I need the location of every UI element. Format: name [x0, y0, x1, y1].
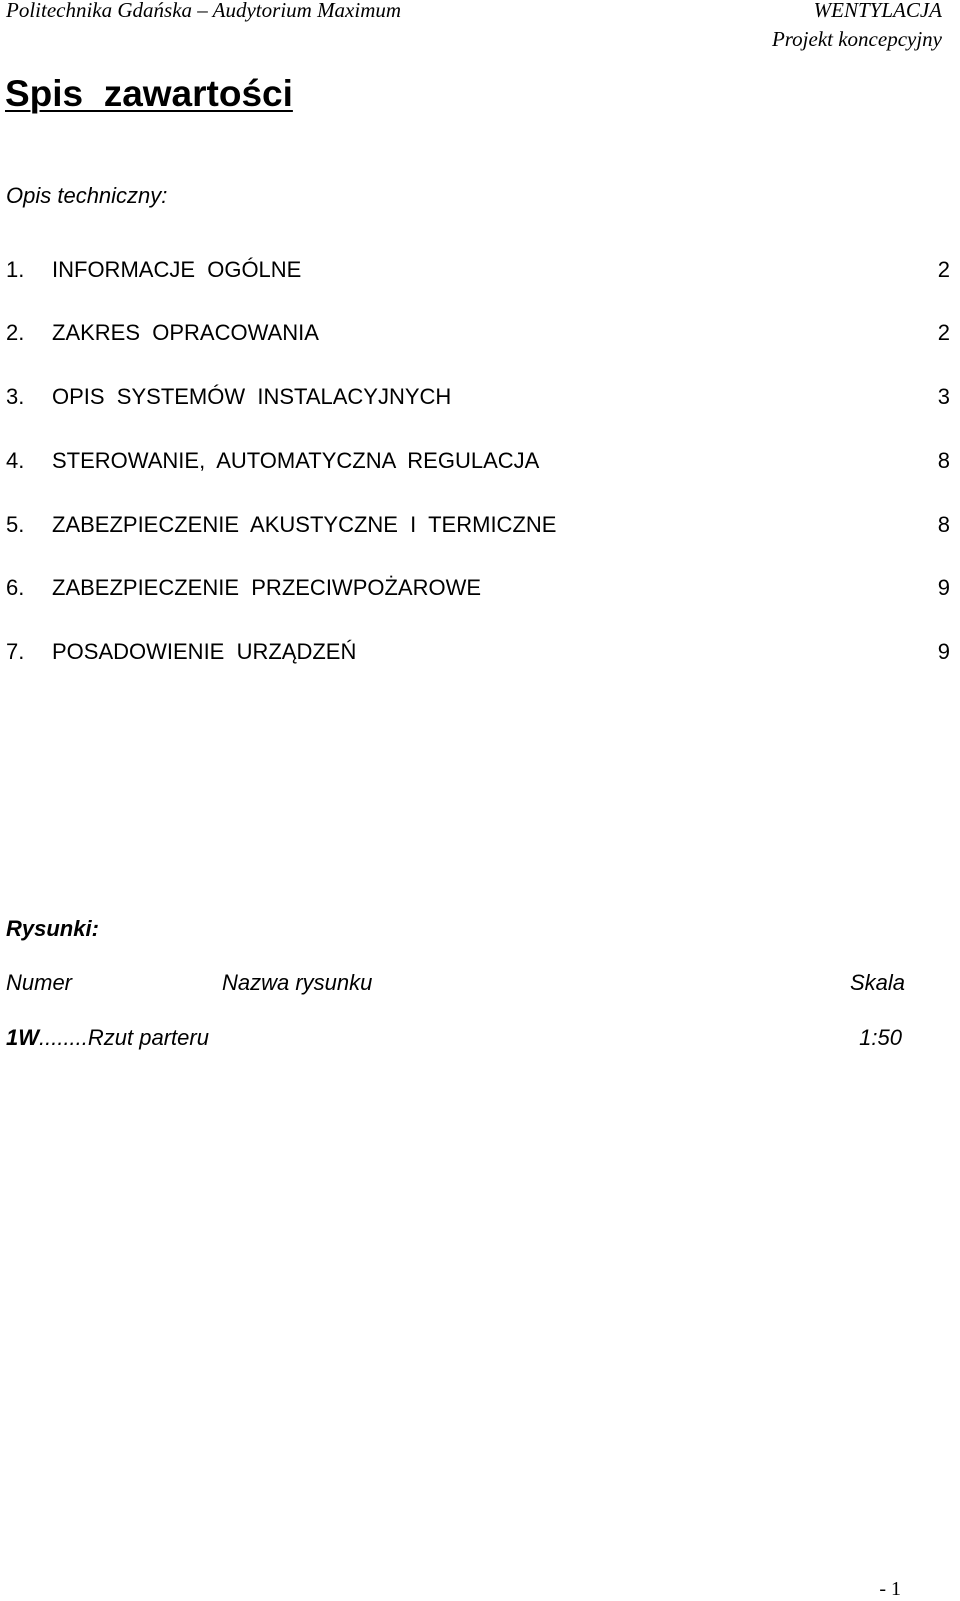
toc-entry[interactable]	[6, 318, 950, 348]
toc-entry-number: 7.	[6, 639, 25, 664]
toc-entry-number: 1.	[6, 257, 25, 282]
drawing-number: 1W	[6, 1025, 39, 1050]
toc-entry-title: ZABEZPIECZENIE AKUSTYCZNE I TERMICZNE	[52, 512, 557, 537]
toc-entry-page: 2	[937, 320, 950, 345]
header-left-text: Politechnika Gdańska – Audytorium Maximum	[6, 0, 402, 22]
toc-entry-number: 6.	[6, 575, 25, 600]
drawing-row	[6, 1024, 906, 1052]
page-number: - 1	[879, 1578, 901, 1600]
toc-entry-page: 8	[937, 448, 950, 473]
toc-entry-title: POSADOWIENIE URZĄDZEŃ	[52, 639, 357, 664]
toc-entry-title: OPIS SYSTEMÓW INSTALACYJNYCH	[52, 384, 452, 409]
toc-entry-title: ZAKRES OPRACOWANIA	[52, 320, 319, 345]
toc-entry[interactable]	[6, 573, 950, 603]
toc-entry-title: INFORMACJE OGÓLNE	[52, 257, 302, 282]
toc-entry-page: 8	[937, 512, 950, 537]
drawing-name: ........Rzut parteru	[39, 1025, 209, 1050]
drawings-column-name: Nazwa rysunku	[222, 970, 373, 995]
drawing-scale: 1:50	[859, 1025, 902, 1050]
toc-entry-number: 3.	[6, 384, 25, 409]
toc-entry[interactable]	[6, 382, 950, 412]
drawings-column-scale: Skala	[850, 970, 906, 995]
toc-entry-page: 2	[937, 257, 950, 282]
drawings-label: Rysunki:	[6, 916, 99, 941]
toc-entry[interactable]	[6, 446, 950, 476]
toc-entry[interactable]	[6, 637, 950, 667]
toc-entry-title: ZABEZPIECZENIE PRZECIWPOŻAROWE	[52, 575, 482, 600]
toc-title: Spis zawartości	[5, 73, 293, 114]
toc-entry-page: 9	[937, 575, 950, 600]
header-right-subtitle: Projekt koncepcyjny	[771, 27, 942, 51]
toc-entry-number: 5.	[6, 512, 25, 537]
toc-section-label: Opis techniczny:	[6, 183, 168, 208]
toc-entry-title: STEROWANIE, AUTOMATYCZNA REGULACJA	[52, 448, 540, 473]
toc-entry-number: 2.	[6, 320, 25, 345]
drawings-column-number: Numer	[6, 970, 73, 995]
header-right-title: WENTYLACJA	[813, 0, 942, 22]
toc-entry-page: 3	[937, 384, 950, 409]
toc-entry[interactable]	[6, 255, 950, 285]
toc-entry[interactable]	[6, 510, 950, 540]
toc-entry-page: 9	[937, 639, 950, 664]
toc-entry-number: 4.	[6, 448, 25, 473]
